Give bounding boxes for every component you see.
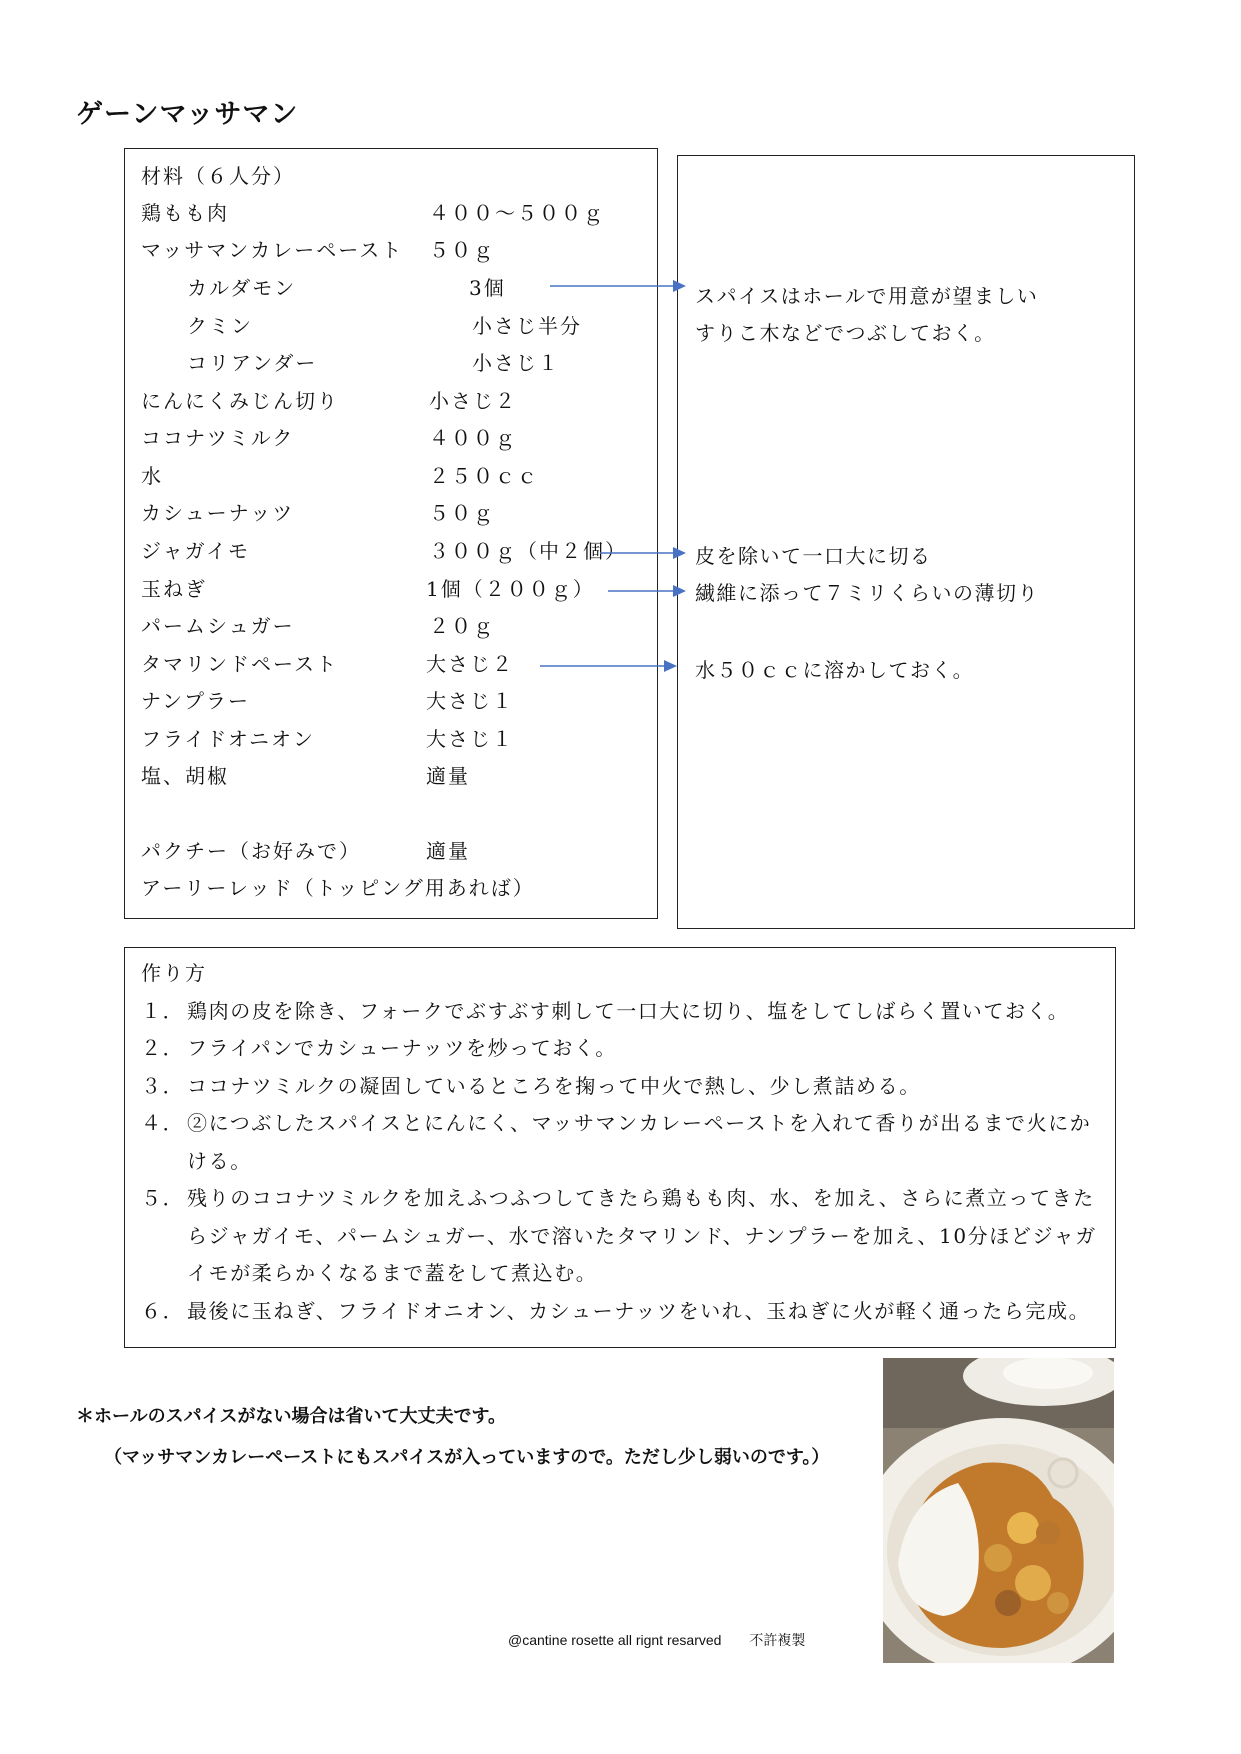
ingredient-name: 鶏もも肉 <box>141 201 229 225</box>
step-number: ３． <box>141 1074 185 1098</box>
note-potato: 皮を除いて一口大に切る <box>695 544 932 568</box>
ingredient-qty: 小さじ１ <box>472 351 560 375</box>
method-title: 作り方 <box>141 961 207 985</box>
page-title: ゲーンマッサマン <box>76 99 299 130</box>
ingredient-name: パームシュガー <box>141 614 295 638</box>
ingredient-qty: ２５０ｃｃ <box>429 464 539 488</box>
ingredient-qty: 1個（２００ｇ） <box>426 577 595 601</box>
step-text: 鶏肉の皮を除き、フォークでぶすぶす刺して一口大に切り、塩をしてしばらく置いておく。 <box>187 999 1070 1023</box>
step-text: フライパンでカシューナッツを炒っておく。 <box>187 1036 617 1060</box>
ingredient-name: マッサマンカレーペースト <box>141 238 404 262</box>
ingredient-qty: 小さじ半分 <box>472 314 582 338</box>
ingredient-name: 玉ねぎ <box>141 577 207 601</box>
ingredient-qty: 適量 <box>426 764 470 788</box>
method-step <box>141 1293 1111 1331</box>
ingredient-name: 水 <box>141 464 163 488</box>
ingredient-name: パクチー（お好みで） <box>141 839 361 863</box>
ingredient-name: にんにくみじん切り <box>141 389 339 413</box>
ingredient-qty: 3個 <box>469 276 506 300</box>
footnote-line2: （マッサマンカレーペーストにもスパイスが入っていますので。ただし少し弱いのです。） <box>104 1447 830 1468</box>
ingredient-name: カシューナッツ <box>141 501 295 525</box>
ingredient-name: コリアンダー <box>187 351 318 375</box>
note-spice-line2: すりこ木などでつぶしておく。 <box>695 321 996 345</box>
ingredient-qty: ４００ｇ <box>429 426 517 450</box>
ingredient-qty: 適量 <box>426 839 470 863</box>
ingredient-name: カルダモン <box>187 276 297 300</box>
step-text: ココナツミルクの凝固しているところを掬って中火で熱し、少し煮詰める。 <box>187 1074 921 1098</box>
method-step <box>141 1030 1111 1068</box>
method-step <box>141 1180 1111 1293</box>
copyright-text: @cantine rosette all rignt resarved 不許複製 <box>508 1632 806 1648</box>
step-text: 残りのココナツミルクを加えふつふつしてきたら鶏もも肉、水、を加え、さらに煮立ってきたらジャガイモ、パームシュガー、水で溶いたタマリンド、ナンプラーを加え、10分ほどジャガイモが柔らかくなるまで蓋をして煮込む。 <box>187 1186 1097 1285</box>
ingredient-qty: ５０ｇ <box>429 501 495 525</box>
step-text: ②につぶしたスパイスとにんにく、マッサマンカレーペーストを入れて香りが出るまで火にかける。 <box>187 1111 1092 1173</box>
ingredient-name: ココナツミルク <box>141 426 295 450</box>
ingredient-name: アーリーレッド（トッピング用あれば） <box>141 876 535 900</box>
curry-photo <box>883 1358 1114 1663</box>
ingredient-name: クミン <box>187 314 253 338</box>
ingredient-qty: 大さじ１ <box>426 689 514 713</box>
method-step <box>141 1105 1111 1180</box>
ingredient-name: タマリンドペースト <box>141 652 338 676</box>
ingredient-qty: ２０ｇ <box>429 614 495 638</box>
ingredient-qty: ５０ｇ <box>429 238 495 262</box>
method-step <box>141 1068 1111 1106</box>
step-number: ２． <box>141 1036 185 1060</box>
note-spice-line1: スパイスはホールで用意が望ましい <box>695 284 1039 308</box>
step-number: ５． <box>141 1186 185 1210</box>
ingredient-qty: 小さじ２ <box>429 389 517 413</box>
note-onion: 繊維に添って７ミリくらいの薄切り <box>695 581 1039 605</box>
footnote-line1: ＊ホールのスパイスがない場合は省いて大丈夫です。 <box>76 1406 507 1427</box>
note-tamarind: 水５０ｃｃに溶かしておく。 <box>695 658 975 682</box>
ingredient-name: ナンプラー <box>141 689 250 713</box>
ingredient-name: ジャガイモ <box>141 539 250 563</box>
step-number: ４． <box>141 1111 185 1135</box>
ingredient-name: 塩、胡椒 <box>141 764 229 788</box>
ingredient-qty: ４００～５００ｇ <box>429 201 605 225</box>
ingredient-qty: 大さじ２ <box>426 652 514 676</box>
step-number: １． <box>141 999 185 1023</box>
method-step <box>141 993 1111 1031</box>
ingredient-name: フライドオニオン <box>141 727 315 751</box>
ingredient-qty: 大さじ１ <box>426 727 514 751</box>
step-number: ６． <box>141 1299 185 1323</box>
ingredient-qty: ３００ｇ（中２個） <box>429 539 627 563</box>
step-text: 最後に玉ねぎ、フライドオニオン、カシューナッツをいれ、玉ねぎに火が軽く通ったら完成。 <box>187 1299 1091 1323</box>
